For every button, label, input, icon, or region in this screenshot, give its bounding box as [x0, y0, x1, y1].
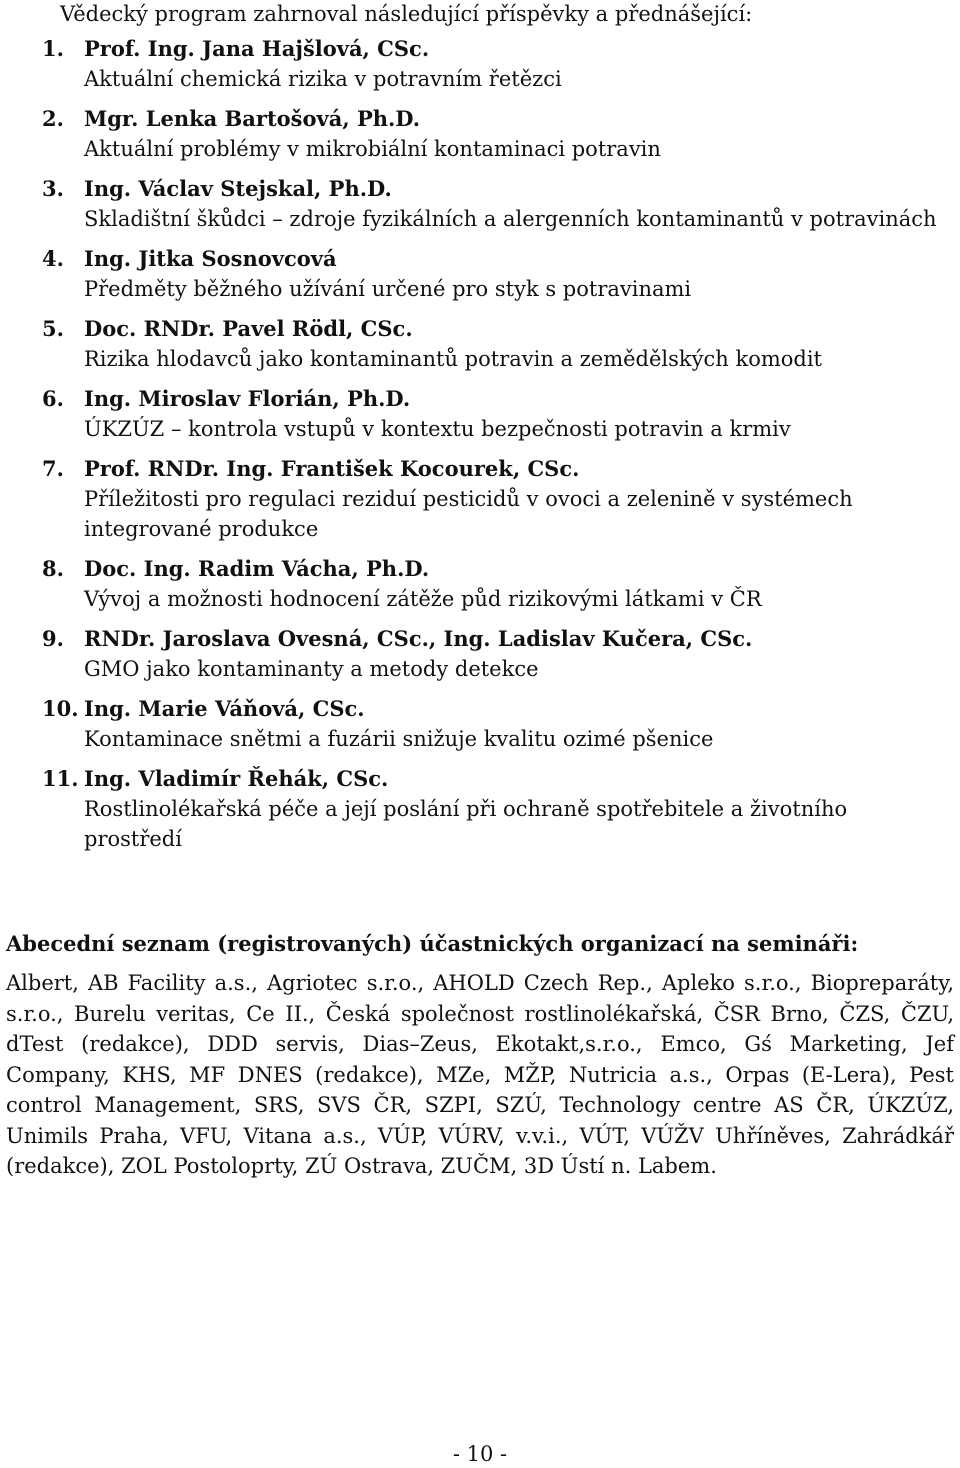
talk-title: Skladištní škůdci – zdroje fyzikálních a alergenních kontaminantů v potravinách — [84, 207, 937, 231]
programme-item — [42, 314, 942, 374]
speaker-name: Prof. Ing. Jana Hajšlová, CSc. — [84, 36, 430, 61]
item-number: 1. — [42, 36, 64, 61]
item-body — [84, 104, 942, 164]
organizations-heading: Abecední seznam (registrovaných) účastnických organizací na semináři: — [6, 931, 859, 956]
item-number: 7. — [42, 456, 64, 481]
programme-item — [42, 764, 942, 854]
speaker-name: Mgr. Lenka Bartošová, Ph.D. — [84, 106, 421, 131]
programme-item — [42, 554, 942, 614]
item-body — [84, 554, 942, 614]
talk-title: Kontaminace snětmi a fuzárii snižuje kvalitu ozimé pšenice — [84, 727, 714, 751]
item-number: 8. — [42, 556, 64, 581]
speaker-name: Prof. RNDr. Ing. František Kocourek, CSc. — [84, 456, 580, 481]
talk-title: Aktuální chemická rizika v potravním řetězci — [84, 67, 562, 91]
programme-item — [42, 104, 942, 164]
talk-title: Vývoj a možnosti hodnocení zátěže půd rizikovými látkami v ČR — [84, 587, 762, 611]
item-body — [84, 244, 942, 304]
programme-item — [42, 384, 942, 444]
speaker-name: Doc. Ing. Radim Vácha, Ph.D. — [84, 556, 430, 581]
page-number: - 10 - — [452, 1442, 508, 1466]
talk-title: Rizika hlodavců jako kontaminantů potravin a zemědělských komodit — [84, 347, 822, 371]
speaker-name: Ing. Jitka Sosnovcová — [84, 246, 337, 271]
item-number: 4. — [42, 246, 64, 271]
speaker-name: Ing. Miroslav Florián, Ph.D. — [84, 386, 411, 411]
item-body — [84, 694, 942, 754]
talk-title: Předměty běžného užívání určené pro styk s potravinami — [84, 277, 692, 301]
programme-item — [42, 694, 942, 754]
item-number: 11. — [42, 766, 79, 791]
talk-title: Příležitosti pro regulaci reziduí pesticidů v ovoci a zelenině v systémech integrované produkce — [84, 487, 853, 541]
talk-title: ÚKZÚZ – kontrola vstupů v kontextu bezpečnosti potravin a krmiv — [84, 417, 791, 441]
speaker-name: Ing. Marie Váňová, CSc. — [84, 696, 365, 721]
programme-intro: Vědecký program zahrnoval následující příspěvky a přednášející: — [60, 2, 753, 26]
programme-list — [42, 34, 942, 864]
programme-item — [42, 454, 942, 544]
item-body — [84, 314, 942, 374]
programme-item — [42, 174, 942, 234]
speaker-name: Doc. RNDr. Pavel Rödl, CSc. — [84, 316, 413, 341]
talk-title: GMO jako kontaminanty a metody detekce — [84, 657, 539, 681]
item-body — [84, 764, 942, 854]
programme-item — [42, 624, 942, 684]
item-number: 9. — [42, 626, 64, 651]
item-body — [84, 624, 942, 684]
item-body — [84, 174, 942, 234]
speaker-name: Ing. Václav Stejskal, Ph.D. — [84, 176, 392, 201]
item-number: 2. — [42, 106, 64, 131]
programme-item — [42, 34, 942, 94]
item-number: 10. — [42, 696, 79, 721]
item-number: 5. — [42, 316, 64, 341]
item-body — [84, 34, 942, 94]
organizations-list: Albert, AB Facility a.s., Agriotec s.r.o., AHOLD Czech Rep., Apleko s.r.o., Biopreparáty, s.r.o., Burelu veritas, Ce II., Česká společnost rostlinolékařská, ČSR Brno, ČZS, ČZU, dTest (redakce), DDD servis, Dias–Zeus, Ekotakt,s.r.o., Emco, Gś Marketing, Jef Company, KHS, MF DNES (redakce), MZe, MŽP, Nutricia a.s., Orpas (E-Lera), Pest control Management, SRS, SVS ČR, SZPI, SZÚ, Technology centre AS ČR, ÚKZÚZ, Unimils Praha, VFU, Vitana a.s., VÚP, VÚRV, v.v.i., VÚT, VÚŽV Uhříněves, Zahrádkář (redakce), ZOL Postoloprty, ZÚ Ostrava, ZUČM, 3D Ústí n. Labem. — [6, 971, 954, 1178]
speaker-name: Ing. Vladimír Řehák, CSc. — [84, 766, 389, 791]
talk-title: Rostlinolékařská péče a její poslání při ochraně spotřebitele a životního prostředí — [84, 797, 848, 851]
item-number: 6. — [42, 386, 64, 411]
item-number: 3. — [42, 176, 64, 201]
item-body — [84, 384, 942, 444]
speaker-name: RNDr. Jaroslava Ovesná, CSc., Ing. Ladislav Kučera, CSc. — [84, 626, 753, 651]
item-body — [84, 454, 942, 544]
talk-title: Aktuální problémy v mikrobiální kontaminaci potravin — [84, 137, 661, 161]
programme-item — [42, 244, 942, 304]
